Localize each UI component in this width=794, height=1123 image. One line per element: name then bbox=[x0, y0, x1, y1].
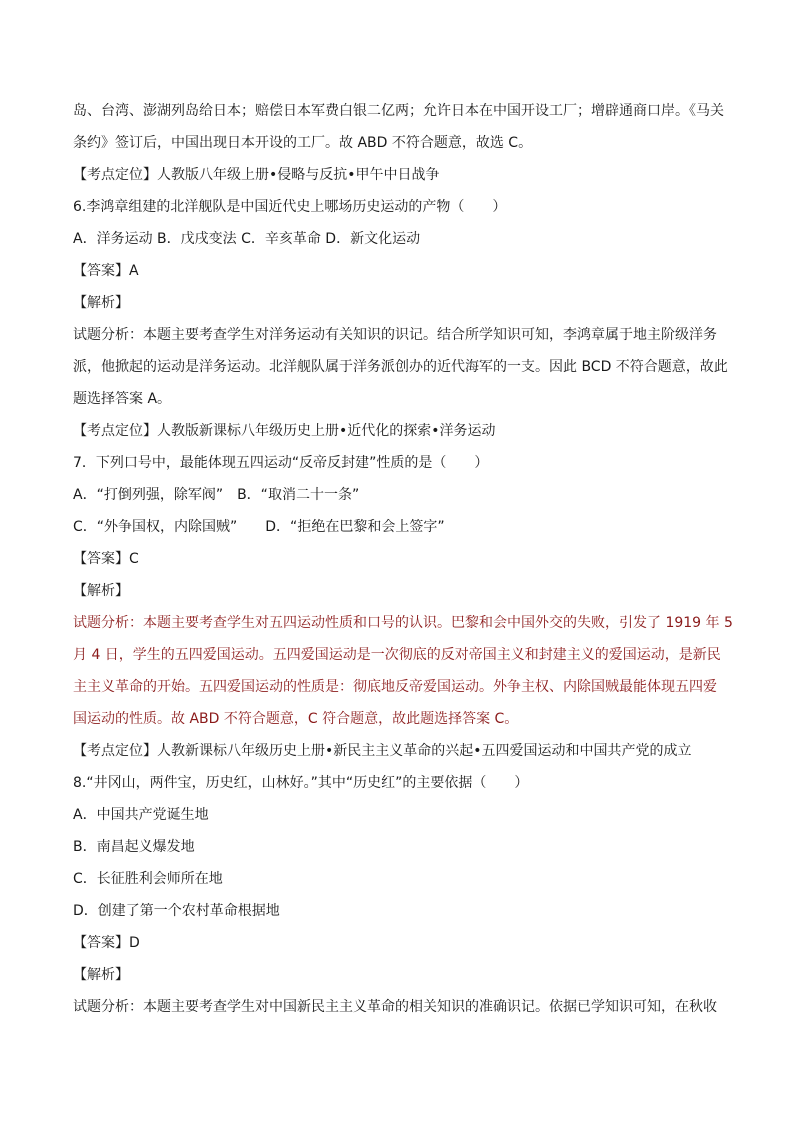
q6-kaodian: 【考点定位】人教版新课标八年级历史上册•近代化的探索•洋务运动 bbox=[73, 423, 496, 439]
q7-analysis-line-2: 月 4 日，学生的五四爱国运动。五四爱国运动是一次彻底的反对帝国主义和封建主义的爱国运动，是新民 bbox=[73, 647, 721, 663]
q7-analysis-line-3: 主主义革命的开始。五四爱国运动的性质是：彻底地反帝爱国运动。外争主权、内除国贼最能体现五四爱 bbox=[73, 679, 717, 695]
q7-analysis-title: 【解析】 bbox=[73, 583, 129, 599]
q6-options: A．洋务运动 B．戊戌变法 C．辛亥革命 D．新文化运动 bbox=[73, 231, 421, 247]
q8-analysis-line-1: 试题分析：本题主要考查学生对中国新民主主义革命的相关知识的准确识记。依据已学知识可知，在秋收 bbox=[73, 999, 717, 1015]
q8-option-a: A．中国共产党诞生地 bbox=[73, 807, 209, 823]
q6-answer: 【答案】A bbox=[73, 263, 139, 279]
q5-analysis-line-1: 岛、台湾、澎湖列岛给日本；赔偿日本军费白银二亿两；允许日本在中国开设工厂；增辟通商口岸。《马关 bbox=[73, 103, 724, 119]
page-content bbox=[73, 95, 733, 1023]
q7-analysis-line-1: 试题分析：本题主要考查学生对五四运动性质和口号的认识。巴黎和会中国外交的失败，引发了 1919 年 5 bbox=[73, 615, 733, 631]
q7-kaodian: 【考点定位】人教新课标八年级历史上册•新民主主义革命的兴起•五四爱国运动和中国共产党的成立 bbox=[73, 743, 692, 759]
q7-options-cd: C．“外争国权，内除国贼” D．“拒绝在巴黎和会上签字” bbox=[73, 519, 445, 535]
q5-kaodian: 【考点定位】人教版八年级上册•侵略与反抗•甲午中日战争 bbox=[73, 167, 440, 183]
q6-analysis-line-2: 派，他掀起的运动是洋务运动。北洋舰队属于洋务派创办的近代海军的一支。因此 BCD 不符合题意，故此 bbox=[73, 359, 728, 375]
q8-analysis-title: 【解析】 bbox=[73, 967, 129, 983]
q8-option-c: C．长征胜利会师所在地 bbox=[73, 871, 223, 887]
q7-answer: 【答案】C bbox=[73, 551, 139, 567]
q6-analysis-line-3: 题选择答案 A。 bbox=[73, 391, 172, 407]
q7-options-ab: A．“打倒列强，除军阀” B．“取消二十一条” bbox=[73, 487, 360, 503]
q5-analysis-line-2: 条约》签订后，中国出现日本开设的工厂。故 ABD 不符合题意，故选 C。 bbox=[73, 135, 533, 151]
q8-answer: 【答案】D bbox=[73, 935, 140, 951]
q8-stem: 8.“井冈山，两件宝，历史红，山林好。”其中“历史红”的主要依据（ ） bbox=[73, 775, 529, 791]
q7-analysis-line-4: 国运动的性质。故 ABD 不符合题意，C 符合题意，故此题选择答案 C。 bbox=[73, 711, 519, 727]
q8-option-d: D．创建了第一个农村革命根据地 bbox=[73, 903, 280, 919]
q6-analysis-title: 【解析】 bbox=[73, 295, 129, 311]
q7-stem: 7．下列口号中，最能体现五四运动“反帝反封建”性质的是（ ） bbox=[73, 455, 489, 471]
q8-option-b: B．南昌起义爆发地 bbox=[73, 839, 195, 855]
q6-analysis-line-1: 试题分析：本题主要考查学生对洋务运动有关知识的识记。结合所学知识可知，李鸿章属于地主阶级洋务 bbox=[73, 327, 717, 343]
q6-stem: 6.李鸿章组建的北洋舰队是中国近代史上哪场历史运动的产物（ ） bbox=[73, 199, 507, 215]
